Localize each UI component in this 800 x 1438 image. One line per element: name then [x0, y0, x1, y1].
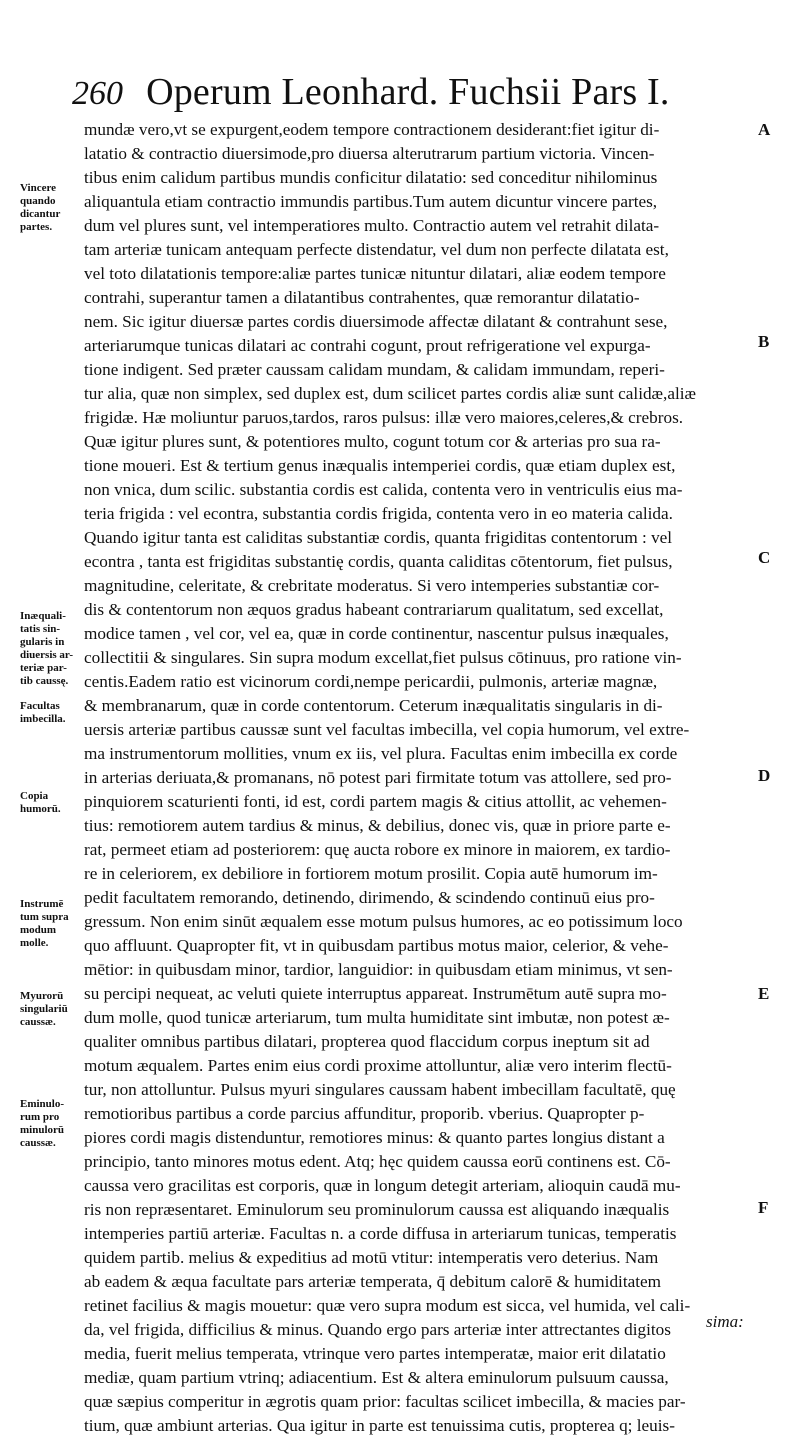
margin-note-instrumentum: [20, 898, 86, 950]
text-line: nem. Sic igitur diuersæ partes cordis diuersimode affectæ dilatant & contrahunt sese,: [84, 312, 668, 331]
section-letter: C: [758, 548, 771, 567]
text-line: tium, quæ ambiunt arterias. Qua igitur in parte est tenuissima cutis, propterea q; leuis-: [84, 1416, 675, 1435]
margin-note-line: minulorū: [20, 1124, 65, 1136]
text-line: tione moueri. Est & tertium genus inæqualis intemperiei cordis, quæ etiam duplex est,: [84, 456, 676, 475]
text-line: media, fuerit melius temperata, vtrinque vero partes intemperatæ, maior erit dilatatio: [84, 1344, 666, 1363]
margin-note-copia: [20, 790, 86, 816]
margin-note-line: tib caussę.: [20, 675, 69, 687]
margin-note-line: caussæ.: [20, 1137, 56, 1149]
text-line: principio, tanto minores motus edent. Atq; hęc quidem caussa eorū continens est. Cō-: [84, 1152, 671, 1171]
text-line: centis.Eadem ratio est vicinorum cordi,nempe pericardii, pulmonis, arteriæ magnæ,: [84, 672, 658, 691]
text-line: ris non repræsentaret. Eminulorum seu prominulorum caussa est aliquando inæqualis: [84, 1200, 670, 1219]
text-line: collectitii & singulares. Sin supra modum excellat,fiet pulsus cōtinuus, pro ratione vin-: [84, 648, 682, 667]
margin-note-line: Copia: [20, 790, 49, 802]
text-line: uersis arteriæ partibus caussæ sunt vel facultas imbecilla, vel copia humorum, vel extre-: [84, 720, 690, 739]
margin-note-vincere: [20, 182, 86, 234]
margin-note-line: Myurorū: [20, 990, 64, 1002]
margin-note-line: humorū.: [20, 803, 61, 815]
margin-note-facultas: [20, 700, 86, 726]
margin-note-line: tum supra: [20, 911, 69, 923]
section-letter: A: [758, 120, 771, 139]
text-line: gressum. Non enim sinūt æqualem esse motum pulsus humores, ac eo potissimum loco: [84, 912, 683, 931]
text-line: mediæ, quam partium vtrinq; adiacentium. Est & altera eminulorum pulsuum caussa,: [84, 1368, 669, 1387]
text-line: tur, non attolluntur. Pulsus myuri singulares caussam habent imbecillam facultatē, quę: [84, 1080, 676, 1099]
text-line: caussa vero gracilitas est corporis, quæ in longum detegit arteriam, alioquin caudā mu-: [84, 1176, 681, 1195]
text-line: teria frigida : vel econtra, substantia cordis frigida, contenta vero in eo materia calida.: [84, 504, 673, 523]
text-line: intemperies partiū arteriæ. Facultas n. a corde diffusa in arteriarum tunicas, temperatis: [84, 1224, 677, 1243]
text-line: pinquiorem scaturienti fonti, id est, cordi partem magis & citius attollit, ac vehemen-: [84, 792, 667, 811]
text-line: magnitudine, celeritate, & crebritate moderatus. Si vero intemperies substantiæ cor-: [84, 576, 660, 595]
text-line: non vnica, dum scilic. substantia cordis est calida, contenta vero in ventriculis eius ma-: [84, 480, 683, 499]
section-letter: E: [758, 984, 770, 1003]
margin-note-line: tatis sin-: [20, 623, 61, 635]
text-line: motum æqualem. Partes enim eius cordi proxime attolluntur, aliæ vero interim flectū-: [84, 1056, 672, 1075]
text-line: quidem partib. melius & expeditius ad motū vtitur: intemperatis vero deterius. Nam: [84, 1248, 659, 1267]
text-line: contrahi, superantur tamen a dilatantibus contrahentes, quæ remorantur dilatatio-: [84, 288, 640, 307]
margin-note-line: rum pro: [20, 1111, 60, 1123]
text-line: dum vel plures sunt, vel intemperatiores multo. Contractio autem vel retrahit dilata-: [84, 216, 660, 235]
margin-note-line: partes.: [20, 221, 53, 233]
text-line: econtra , tanta est frigiditas substantię cordis, quanta caliditas cōtentorum, fiet pulsus,: [84, 552, 673, 571]
text-line: Quando igitur tanta est caliditas substantiæ cordis, quanta frigiditas contentorum : vel: [84, 528, 673, 547]
margin-note-line: Inæquali-: [20, 610, 66, 622]
margin-note-myurorum: [20, 990, 86, 1029]
text-line: ab eadem & æqua facultate pars arteriæ temperata, q̄ debitum calorē & humiditatem: [84, 1272, 661, 1291]
text-line: tius: remotiorem autem tardius & minus, & debilius, donec vis, quæ in priore parte e-: [84, 816, 671, 835]
margin-note-line: caussæ.: [20, 1016, 56, 1028]
margin-note-line: teriæ par-: [20, 662, 67, 674]
margin-note-line: dicantur: [20, 208, 61, 220]
text-line: vel toto dilatationis tempore:aliæ partes tunicæ nituntur dilatari, aliæ eodem tempore: [84, 264, 666, 283]
text-line: su percipi nequeat, ac veluti quiete interruptus appareat. Instrumētum autē supra mo-: [84, 984, 667, 1003]
text-line: mundæ vero,vt se expurgent,eodem tempore contractionem desiderant:fiet igitur di-: [84, 120, 660, 139]
text-line: re in celeriorem, ex debiliore in fortiorem motum prosilit. Copia autē humorum im-: [84, 864, 658, 883]
text-line: aliquantula etiam contractio immundis partibus.Tum autem dicuntur vincere partes,: [84, 192, 658, 211]
text-line: modice tamen , vel cor, vel ea, quæ in corde continentur, nascentur pulsus inæquales,: [84, 624, 669, 643]
margin-note-line: molle.: [20, 937, 49, 949]
running-title: Operum Leonhard. Fuchsii Pars I.: [146, 71, 670, 113]
page-number: 260: [72, 75, 123, 112]
text-line: tione indigent. Sed præter caussam calidam mundam, & calidam immundam, reperi-: [84, 360, 665, 379]
margin-note-line: singulariū: [20, 1003, 68, 1015]
catchword: sima:: [706, 1312, 744, 1331]
section-letter: D: [758, 766, 771, 785]
margin-note-line: gularis in: [20, 636, 65, 648]
text-line: da, vel frigida, difficilius & minus. Quando ergo pars arteriæ inter attrectantes digitos: [84, 1320, 671, 1339]
margin-note-line: Instrumē: [20, 898, 64, 910]
text-line: pedit facultatem remorando, detinendo, dirimendo, & scindendo continuū eius pro-: [84, 888, 655, 907]
text-line: tibus enim calidum partibus mundis conficitur dilatatio: sed conceditur nihilominus: [84, 168, 658, 187]
text-line: remotioribus partibus a corde parcius affunditur, proporib. vberius. Quapropter p-: [84, 1104, 645, 1123]
text-line: arteriarumque tunicas dilatari ac contrahi cogunt, prout refrigeratione vel expurga-: [84, 336, 651, 355]
margin-note-line: Vincere: [20, 182, 57, 194]
margin-note-line: diuersis ar-: [20, 649, 74, 661]
text-line: dis & contentorum non æquos gradus habeant contrariarum qualitatum, sed excellat,: [84, 600, 664, 619]
text-line: Quæ igitur plures sunt, & potentiores multo, cogunt totum cor & arterias pro sua ra-: [84, 432, 661, 451]
text-line: dum molle, quod tunicæ arteriarum, tum multa humiditate sint imbutæ, non potest æ-: [84, 1008, 670, 1027]
margin-note-line: modum: [20, 924, 57, 936]
text-line: quæ sæpius comperitur in ægrotis quam prior: facultas scilicet imbecilla, & macies par-: [84, 1392, 686, 1411]
margin-note-eminulorum: [20, 1098, 86, 1150]
text-line: in arterias deriuata,& promanans, nō potest pari firmitate totum vas attollere, sed pro-: [84, 768, 672, 787]
text-line: rat, permeet etiam ad posteriorem: quę aucta robore ex minore in maiorem, ex tardio-: [84, 840, 671, 859]
margin-note-line: Eminulo-: [20, 1098, 65, 1110]
margin-note-line: Facultas: [20, 700, 60, 712]
text-line: tur alia, quæ non simplex, sed duplex est, dum scilicet partes cordis aliæ sunt calidæ,aliæ: [84, 384, 696, 403]
margin-note-inaequalitatis: [20, 610, 86, 688]
text-line: & membranarum, quæ in corde contentorum. Ceterum inæqualitatis singularis in di-: [84, 696, 663, 715]
text-line: quo affluunt. Quapropter fit, vt in quibusdam partibus motus maior, celerior, & vehe-: [84, 936, 669, 955]
text-line: qualiter omnibus partibus dilatari, propterea quod flaccidum corpus ineptum sit ad: [84, 1032, 650, 1051]
text-line: ma instrumentorum mollities, vnum ex iis, vel plura. Facultas enim imbecilla ex corde: [84, 744, 678, 763]
section-letter: F: [758, 1198, 769, 1217]
text-line: mētior: in quibusdam minor, tardior, languidior: in quibusdam etiam minimus, vt sen-: [84, 960, 673, 979]
margin-note-line: imbecilla.: [20, 713, 66, 725]
text-line: retinet facilius & magis mouetur: quæ vero supra modum est sicca, vel humida, vel cali-: [84, 1296, 691, 1315]
text-line: frigidæ. Hæ moliuntur paruos,tardos, raros pulsus: illæ vero maiores,celeres,& crebros.: [84, 408, 684, 427]
margin-note-line: quando: [20, 195, 56, 207]
page-header: [72, 70, 670, 120]
text-line: tam arteriæ tunicam antequam perfecte distendatur, vel dum non perfecte dilatata est,: [84, 240, 669, 259]
section-letter: B: [758, 332, 770, 351]
text-line: latatio & contractio diuersimode,pro diuersa alterutrarum partium victoria. Vincen-: [84, 144, 655, 163]
text-line: piores cordi magis distenduntur, remotiores minus: & quanto partes longius distant a: [84, 1128, 665, 1147]
